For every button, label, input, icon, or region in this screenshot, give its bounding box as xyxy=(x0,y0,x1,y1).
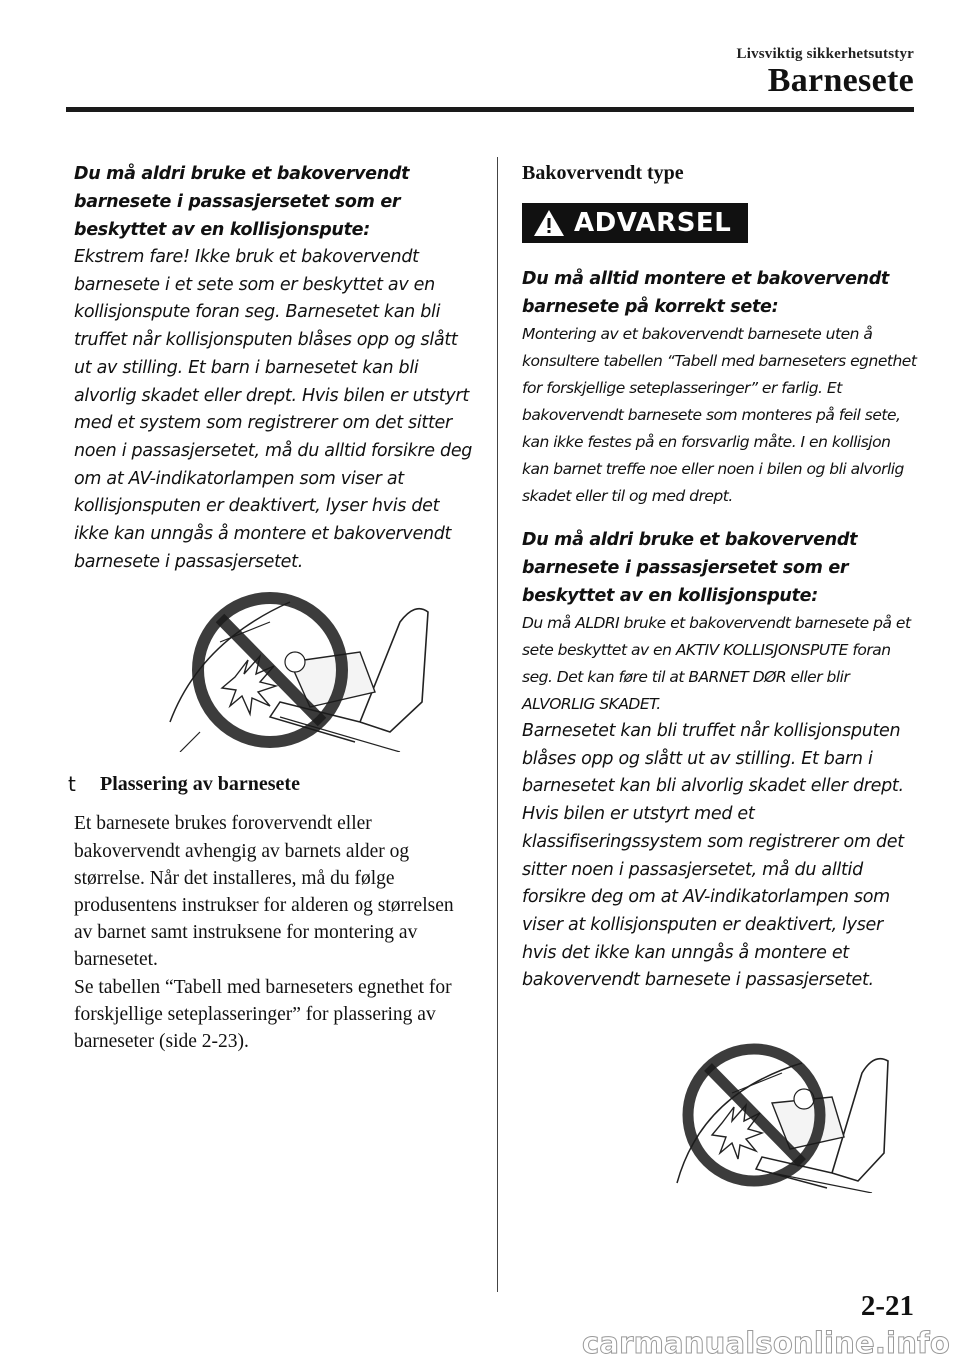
subsection-title: Plassering av barnesete xyxy=(100,772,300,795)
warning-1-heading: Du må alltid montere et bakovervendt barnesete på korrekt sete: xyxy=(522,269,889,317)
column-divider xyxy=(497,157,498,1292)
page-number: 2-21 xyxy=(860,1290,914,1322)
header-rule xyxy=(66,107,914,112)
warning-body: Ekstrem fare! Ikke bruk et bakovervendt barnesete i et sete som er beskyttet av en kollisjonspute foran seg. Barnesetet kan bli truffet når kollisjonsputen blåses opp og slått ut av stilling. Et barn i barnesetet kan bli alvorlig skadet eller drept. Hvis bilen er utstyrt med et system som registrerer om det sitter noen i passasjersetet, må du alltid forsikre deg om at AV-indikatorlampen som viser at kollisjonsputen er deaktivert, lyser hvis det ikke kan unngås å montere et bakovervendt barnesete i passasjersetet. xyxy=(74,247,473,572)
rear-facing-seat-prohibition-illustration-2 xyxy=(662,1033,922,1193)
watermark: carmanualsonline.info xyxy=(581,1326,950,1360)
warning-2-heading: Du må aldri bruke et bakovervendt barnesete i passasjersetet som er beskyttet av en kollisjonspute: xyxy=(522,530,858,606)
body-paragraph-reference: Se tabellen “Tabell med barneseters egnethet for forskjellige seteplasseringer” for plassering av barneseter (side 2-23). xyxy=(74,976,452,1053)
warning-heading: Du må aldri bruke et bakovervendt barnesete i passasjersetet som er beskyttet av en kollisjonspute: xyxy=(74,164,410,240)
warning-triangle-icon xyxy=(532,208,566,238)
subsection-marker: t xyxy=(68,772,76,797)
header-section-label: Livsviktig sikkerhetsutstyr xyxy=(736,46,914,62)
page-title: Barnesete xyxy=(767,62,914,99)
warning-2-body: Barnesetet kan bli truffet når kollisjonsputen blåses opp og slått ut av stilling. Et barn i barnesetet kan bli alvorlig skadet eller drept. Hvis bilen er utstyrt med et klassifiseringssystem som registrerer om det sitter noen i passasjersetet, må du alltid forsikre deg om at AV-indikatorlampen som viser at kollisjonsputen er deaktivert, lyser hvis det ikke kan unngås å montere et bakovervendt barnesete i passasjersetet. xyxy=(522,721,904,991)
warning-badge xyxy=(522,203,748,243)
body-paragraph-placement: Et barnesete brukes forovervendt eller bakovervendt avhengig av barnets alder og størrelse. Når det installeres, må du følge produsentens instrukser for alderen og størrelsen av barnet samt instruksene for montering av barnesetet. xyxy=(74,813,454,971)
rear-facing-seat-prohibition-illustration xyxy=(160,582,480,752)
warning-2-caps-note: Du må ALDRI bruke et bakovervendt barnesete på et sete beskyttet av en AKTIV KOLLISJONSPUTE foran seg. Det kan føre til at BARNET DØR eller blir ALVORLIG SKADET. xyxy=(522,614,911,713)
right-column xyxy=(522,160,918,1193)
warning-label: ADVARSEL xyxy=(574,208,732,238)
warning-1-body: Montering av et bakovervendt barnesete uten å konsultere tabellen “Tabell med barneseters egnethet for forskjellige seteplasseringer” er farlig. Et bakovervendt barnesete som monteres på feil sete, kan ikke festes på en forsvarlig måte. I en kollisjon kan barnet treffe noe eller noen i bilen og bli alvorlig skadet eller til og med drept. xyxy=(522,325,917,505)
subsection-heading xyxy=(68,772,474,796)
section-title-rear-facing: Bakovervendt type xyxy=(522,162,684,184)
left-column xyxy=(68,160,474,1055)
